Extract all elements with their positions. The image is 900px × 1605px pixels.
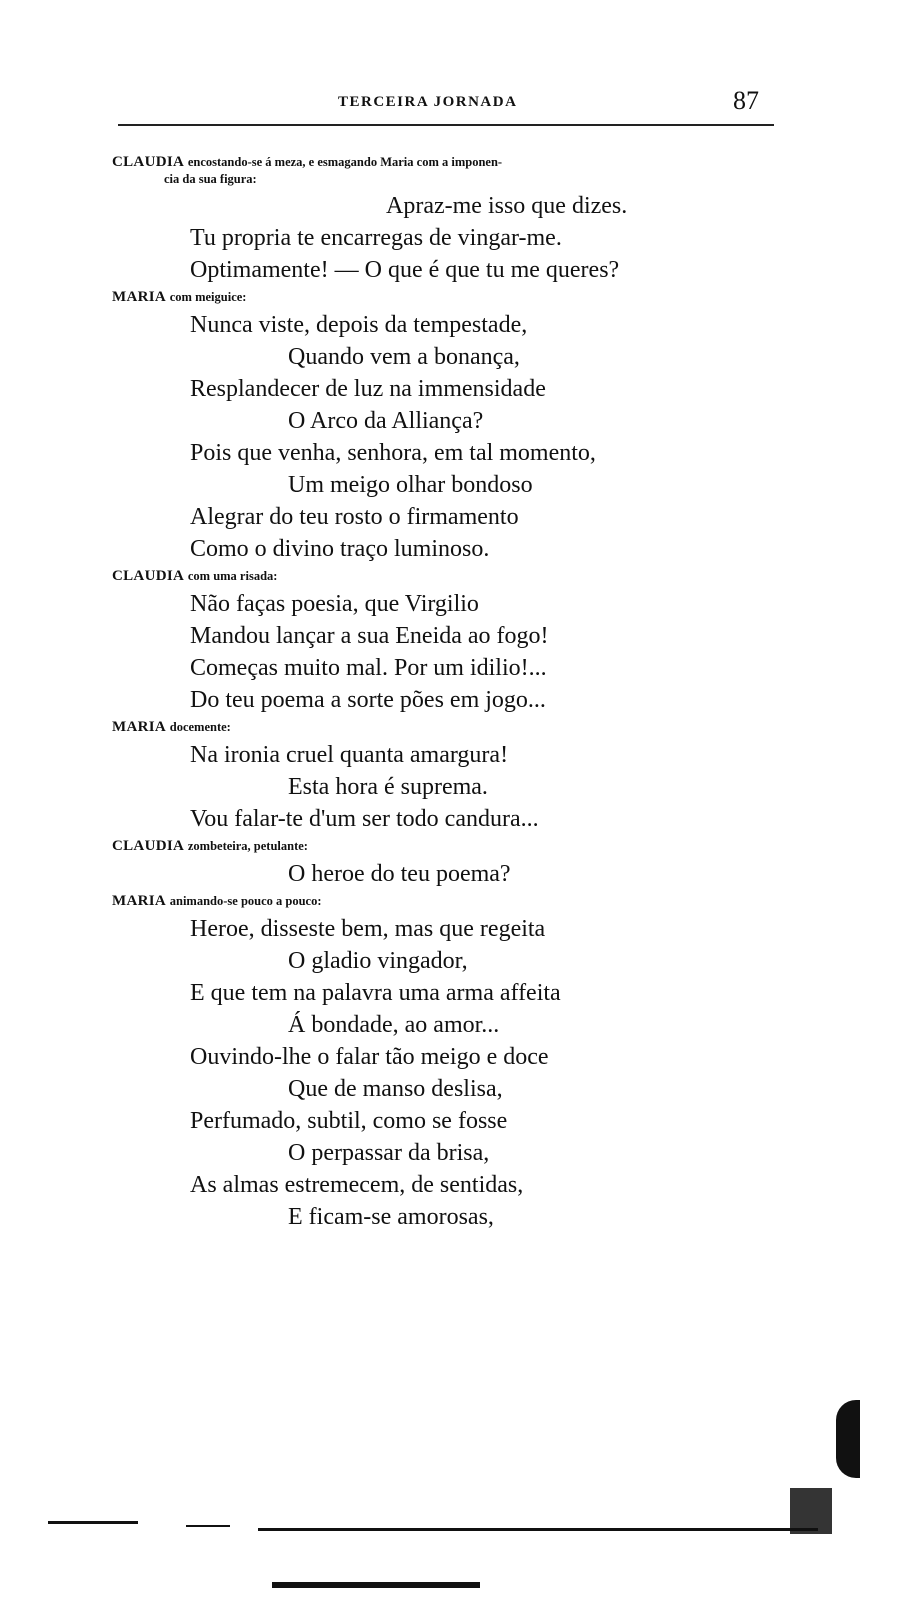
scan-artifact xyxy=(258,1528,818,1531)
verse-line: Apraz-me isso que dizes. xyxy=(386,193,628,219)
verse-line: Perfumado, subtil, como se fosse xyxy=(190,1108,508,1134)
speaker-line xyxy=(112,566,277,586)
speaker-name: MARIA xyxy=(112,893,166,909)
verse-line: Na ironia cruel quanta amargura! xyxy=(190,742,509,768)
running-title: TERCEIRA JORNADA xyxy=(338,94,518,110)
verse-line: E ficam-se amorosas, xyxy=(288,1204,494,1230)
verse-line: Alegrar do teu rosto o firmamento xyxy=(190,504,519,530)
verse-line: Esta hora é suprema. xyxy=(288,774,488,800)
speaker-name: MARIA xyxy=(112,719,166,735)
stage-direction: com uma risada: xyxy=(187,569,278,583)
speaker-name: MARIA xyxy=(112,289,166,305)
verse-line: Começas muito mal. Por um idilio!... xyxy=(190,655,547,681)
speaker-line xyxy=(112,287,246,307)
verse-line: Mandou lançar a sua Eneida ao fogo! xyxy=(190,623,549,649)
scan-artifact xyxy=(790,1488,832,1534)
verse-line: Um meigo olhar bondoso xyxy=(288,472,533,498)
stage-direction: encostando-se á meza, e esmagando Maria com a imponen- xyxy=(187,155,503,169)
stage-direction: docemente: xyxy=(169,720,231,734)
verse-line: Heroe, disseste bem, mas que regeita xyxy=(190,916,546,942)
stage-direction: zombeteira, petulante: xyxy=(187,839,308,853)
verse-line: Nunca viste, depois da tempestade, xyxy=(190,312,528,338)
scan-artifact xyxy=(836,1400,860,1478)
stage-direction-continued: cia da sua figura: xyxy=(164,172,257,186)
speaker-line xyxy=(112,717,231,737)
speaker-line xyxy=(112,152,502,172)
running-head xyxy=(0,86,900,122)
verse-line: As almas estremecem, de sentidas, xyxy=(190,1172,524,1198)
speaker-name: CLAUDIA xyxy=(112,154,185,170)
verse-line: O heroe do teu poema? xyxy=(288,861,511,887)
speaker-line xyxy=(112,891,322,911)
verse-line: E que tem na palavra uma arma affeita xyxy=(190,980,561,1006)
verse-line: Ouvindo-lhe o falar tão meigo e doce xyxy=(190,1044,549,1070)
scan-artifact xyxy=(186,1525,230,1527)
verse-line: Do teu poema a sorte pões em jogo... xyxy=(190,687,546,713)
scan-artifact xyxy=(48,1521,138,1524)
page-number: 87 xyxy=(733,86,759,115)
verse-line: O gladio vingador, xyxy=(288,948,468,974)
verse-line: O perpassar da brisa, xyxy=(288,1140,490,1166)
verse-line: Quando vem a bonança, xyxy=(288,344,520,370)
header-rule xyxy=(118,124,774,126)
verse-line: Resplandecer de luz na immensidade xyxy=(190,376,546,402)
verse-line: Á bondade, ao amor... xyxy=(288,1012,500,1038)
verse-line: Pois que venha, senhora, em tal momento, xyxy=(190,440,596,466)
speaker-line xyxy=(112,836,308,856)
verse-line: Que de manso deslisa, xyxy=(288,1076,503,1102)
verse-line: Tu propria te encarregas de vingar-me. xyxy=(190,225,562,251)
verse-line: Como o divino traço luminoso. xyxy=(190,536,490,562)
verse-line: Não faças poesia, que Virgilio xyxy=(190,591,479,617)
speaker-name: CLAUDIA xyxy=(112,838,185,854)
scan-artifact xyxy=(272,1582,480,1588)
stage-direction: animando-se pouco a pouco: xyxy=(169,894,322,908)
stage-direction: com meiguice: xyxy=(169,290,247,304)
verse-line: O Arco da Alliança? xyxy=(288,408,484,434)
verse-line: Vou falar-te d'um ser todo candura... xyxy=(190,806,539,832)
verse-line: Optimamente! — O que é que tu me queres? xyxy=(190,257,620,283)
speaker-name: CLAUDIA xyxy=(112,568,185,584)
